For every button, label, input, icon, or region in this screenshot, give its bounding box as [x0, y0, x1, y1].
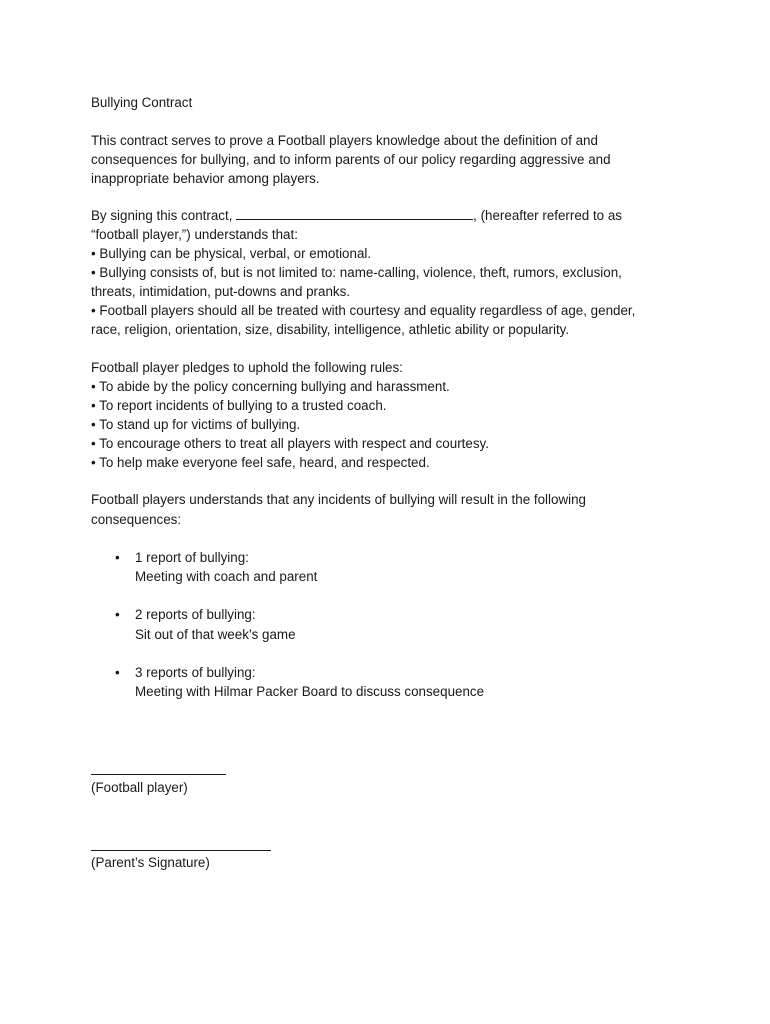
consequences-intro-1: Football players understands that any incidents of bullying will result in the following: [91, 492, 586, 507]
definition-bullet-3: • Football players should all be treated with courtesy and equality regardless of age, gender,: [91, 303, 636, 318]
player-signature-line[interactable]: [91, 774, 226, 775]
name-blank-field[interactable]: [236, 206, 473, 220]
intro-line-2: consequences for bullying, and to inform parents of our policy regarding aggressive and: [91, 152, 611, 167]
signing-prefix: By signing this contract,: [91, 208, 237, 223]
consequence-3-detail: Meeting with Hilmar Packer Board to discuss consequence: [135, 684, 485, 699]
consequence-2-title: 2 reports of bullying:: [135, 607, 256, 622]
consequences-intro-2: consequences:: [91, 512, 182, 527]
consequence-3-title: 3 reports of bullying:: [135, 665, 256, 680]
bullet-icon: •: [115, 665, 120, 680]
signing-suffix: , (hereafter referred to as: [473, 208, 622, 223]
definition-bullet-2-cont: threats, intimidation, put-downs and pranks.: [91, 284, 351, 299]
pledge-heading: Football player pledges to uphold the following rules:: [91, 360, 403, 375]
pledge-rule-4: • To encourage others to treat all players with respect and courtesy.: [91, 436, 489, 451]
pledge-rule-5: • To help make everyone feel safe, heard, and respected.: [91, 455, 430, 470]
document-title: Bullying Contract: [91, 95, 193, 110]
definition-bullet-2: • Bullying consists of, but is not limited to: name-calling, violence, theft, rumors, exclusion,: [91, 265, 622, 280]
consequence-1-detail: Meeting with coach and parent: [135, 569, 318, 584]
player-signature-label: (Football player): [91, 780, 188, 795]
consequence-1-title: 1 report of bullying:: [135, 550, 249, 565]
parent-signature-label: (Parent’s Signature): [91, 855, 210, 870]
signing-sentence: [91, 206, 622, 225]
bullet-icon: •: [115, 607, 120, 622]
pledge-rule-3: • To stand up for victims of bullying.: [91, 417, 301, 432]
bullet-icon: •: [115, 550, 120, 565]
consequence-2-detail: Sit out of that week’s game: [135, 627, 296, 642]
definition-bullet-1: • Bullying can be physical, verbal, or emotional.: [91, 246, 372, 261]
intro-line-3: inappropriate behavior among players.: [91, 171, 320, 186]
intro-line-1: This contract serves to prove a Football players knowledge about the definition of and: [91, 133, 598, 148]
pledge-rule-1: • To abide by the policy concerning bullying and harassment.: [91, 379, 450, 394]
parent-signature-line[interactable]: [91, 850, 271, 851]
signing-line-1: “football player,”) understands that:: [91, 227, 298, 242]
pledge-rule-2: • To report incidents of bullying to a trusted coach.: [91, 398, 387, 413]
definition-bullet-3-cont: race, religion, orientation, size, disability, intelligence, athletic ability or popularity.: [91, 322, 570, 337]
